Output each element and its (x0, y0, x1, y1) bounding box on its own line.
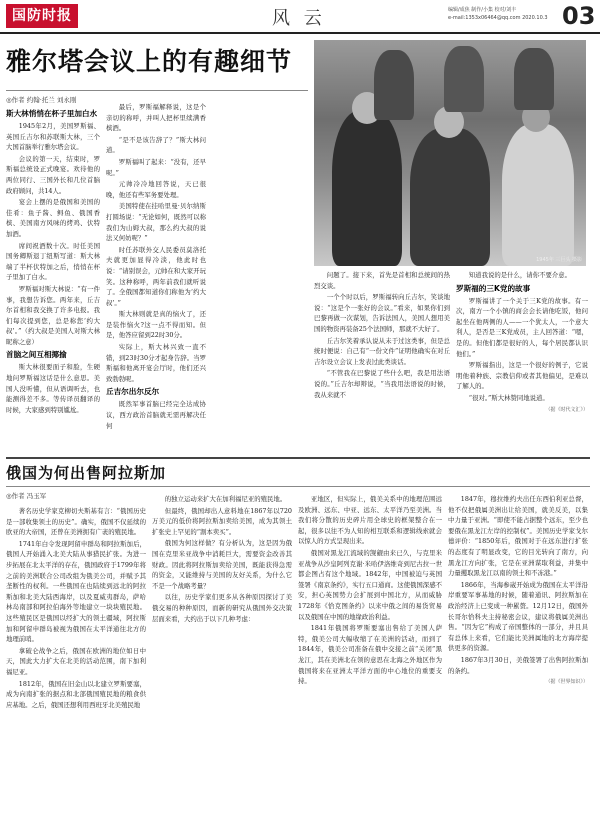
paragraph: 1741年白令发现阿留申群岛和阿拉斯加后，俄国人开始涌入北美大陆从事猎民扩张。为进一步拓展在北太平洋的存在，俄国政府于1799年将之前的美洲联合公司改组为俄美公司，并赋予其垄断性的权利。一些俄国在也陆续到远北的阿拉斯加和北美大陆西海岸，以及夏威夷群岛，萨哈林岛南部和阿拉伯海外等地建立一块块殖民地。这些殖民区是俄国以经扩大的领土疆域，阿拉斯加和阿留申群岛被视为俄国在太平洋通往北方的地理前哨。 (6, 539, 146, 644)
paragraph: “是不是该告辞了？”斯大林问道。 (106, 135, 206, 155)
paragraph: 最后，罗斯福解释说，这是个亲切的称呼，并叫人把杯里续满香槟酒。 (106, 103, 206, 133)
article1-column-4 (456, 270, 588, 458)
article2-column-3 (298, 494, 442, 822)
subheading: 斯大林悄悄在杯子里加白水 (6, 109, 98, 118)
paragraph: 实际上，斯大林兴致一直不错，到23时30分才起身告辞。当罗斯福和他离开宴会厅时，他们还兴致勃勃呢。 (106, 343, 206, 383)
paragraph: 罗斯福讲了一个关于三K党的故事。有一次，南方一个小镇的商会会长请他吃饭，他问起坐在他两侧的人——一个犹太人，一个意大利人，是否是三K党成员，主人回答道：“嗯，是的。但他们都是很好的人，每个居民都认识他们。” (456, 296, 588, 358)
article1-column-2 (106, 102, 206, 458)
figure-stalin (502, 124, 574, 266)
article1-column-1 (6, 106, 100, 458)
figure-background-officer (374, 50, 414, 120)
article2-column-1 (6, 506, 146, 822)
paragraph: 1945年2月，美国罗斯福、英国丘吉尔和苏联斯大林，三个大国首脑举行雅尔塔会议。 (6, 122, 100, 152)
paragraph: “很对。”斯大林赞同地说道。 (468, 393, 549, 402)
paragraph: 1841年俄国将罗斯要塞出售给了美国人萨特，俄美公司大幅收缩了在美洲的活动，而到了1844年，俄美公司准备在俄中交接之前“关闭”黑龙江，其在美洲北在领的意思在北海之外地区作为俄国将来在亚洲太平洋方面的中心地位的重要支持。 (298, 624, 442, 686)
yalta-conference-photo (314, 40, 586, 266)
paragraph: 俄国为何这样做？有分析认为，这是因为俄国在克里米亚战争中消耗巨大，需要资金改善其财政。因此将阿拉斯加卖给美国，既能获得急需的资金，又能维持与美国的友好关系，为什么它不是一个战略考量？ (152, 539, 292, 590)
paragraph: 1867年3月30日，美俄签署了出售阿拉斯加的条约。 (448, 655, 588, 675)
paragraph: 宴会上摆的是俄国和美国的佳肴：鱼子酱、鲟鱼、俄国香槟、美国南方风味的烤鸡、伏特加酒。 (6, 198, 100, 238)
section-title: 风 云 (272, 8, 326, 29)
headline-rule (6, 486, 590, 487)
subheading: 首脑之间互相揶揄 (6, 350, 67, 360)
article2-headline: 俄国为何出售阿拉斯加 (6, 464, 167, 482)
paragraph: 既然军事首脑已经完全达成协议，西方政治首脑就无需再解决任何 (106, 400, 206, 430)
figure-background-officer (514, 48, 554, 110)
masthead-meta (448, 6, 563, 22)
paragraph: 元帅冷冷地回答说，天已很晚，他还有些军务要处理。 (106, 180, 206, 199)
editor-line: 编辑/成焦 制作/小集 校对/刘丰 (448, 7, 517, 13)
article2-column-2 (152, 494, 292, 822)
paragraph: 席间祝酒数十次。时任美国国务卿斯退丁纽斯写道：斯大林端了半杯伏特加之后，悄悄在杯子里加了白水。 (6, 241, 100, 282)
paragraph: 以往，历史学家们更多从各种原因探讨了美俄交易的种种原因，而新的研究从俄国外交决策层面来看，大约出于以下几种考虑： (152, 593, 292, 623)
subheading: 丘吉尔出尔反尔 (106, 387, 160, 397)
paragraph: 斯大林很要面子和脸，生硬地问罗斯福这话是什么意思。美国人没听懂，但从语调听去，也能测得差不多。等传译员翻译的时候，大家感到特别尴尬。 (6, 363, 100, 414)
source-note: （据《世界知识》） (545, 679, 588, 686)
paragraph: 美国特使在挂哈里曼·贝尔纳斯打圆场说：“无论如何，既然可以称我们为山姆大叔，那么约大叔的说法又何妨呢？” (106, 202, 206, 243)
paragraph: 的独立运动来扩大在加利福尼亚的殖民地。 (164, 495, 287, 503)
paragraph: 时任苏联外交人民委员莫洛托夫就更加显得冷淡，他此时也说：“请别误会，元帅在和大家开玩笑。这种称呼，两年前我们就听说了。全俄国都知道你们称他为‘约大叔’。” (106, 245, 206, 307)
masthead (0, 0, 600, 34)
article1-headline: 雅尔塔会议上的有趣细节 (6, 47, 293, 76)
paragraph: 1847年，穆拉维约夫出任东西伯利亚总督，他不仅把俄属美洲出让给美国，就美反美，以集中力量于亚洲。“即使不能占据整个远东，至少也要俄在黑龙江左岸的控制权”。美国历史学家戈尔德评价：“1850年后，俄国对于在远东进行扩张的态度有了明显改变，它的目光转向了南方，向黑龙江方向扩张，它是在亚洲谋取利益，并集中力量攫取黑龙江以南的领土和不冻港。” (448, 495, 588, 578)
newspaper-logo: 国防时报 (6, 4, 78, 28)
article1-byline: ◎作者 约翰·托兰 刘永刚 (6, 96, 77, 104)
paragraph: 知道我说的是什么，请你不要介意。 (468, 271, 572, 279)
subheading: 罗斯福的三K党的故事 (456, 283, 531, 293)
paragraph: 著名历史学家克柳切夫斯基有言：“俄国历史是一部收集领土的历史”。确实，俄国不仅延续的欧亚的大帝国，还曾在美洲拥有广袤的殖民地。 (6, 507, 146, 537)
figure-roosevelt (410, 128, 490, 266)
source-note: （据《时代文汇》） (545, 406, 588, 413)
article2-column-4 (448, 494, 588, 822)
paragraph: 罗斯福对斯大林说：“有一件事，我想告诉您。两年来，丘吉尔首相和我交换了许多电报。我们每次提到您，总是称您‘约大叔’。”（约大叔是美国人对斯大林昵称之意） (6, 284, 100, 346)
paragraph: “不管我在巴黎说了些什么吧，我是用法语说的。”丘吉尔却辩说，“当我用法语说的时候，我从来就不 (314, 369, 450, 399)
article1-column-3 (314, 270, 450, 458)
paragraph: 丘吉尔笑着承认说从未于过这类事，但是总统时便说：自己有“一份文件”证明他确实在对丘吉尔设立会议上发表过此类谈话。 (314, 336, 450, 366)
article2-byline: ◎作者 冯玉军 (6, 492, 47, 500)
paragraph: 亚地区，但实际上，俄美关系中的地理范围远及欧洲、远东、中亚、远东、太平洋乃至美洲。当我们将分散的历史碎片用全球史的框架整合在一起，很多以往不为人知的相互联系和逻辑线索就会以惊人的方式呈现出来。 (298, 495, 442, 546)
paragraph: 俄国对黑龙江流域的觊觎由来已久，与克里米亚战争从沙皇阿列克谢·米哈伊洛维奇到尼古拉一世都企图占有这个地域。1842年，中国被迫与英国签署《南京条约》，实行五口通商。这使俄国深感不安，担心英国势力会扩展到中国北方，从而威胁1728年《恰克图条约》以来中俄之间的易货贸易以及俄国在中国的地缘政治利益。 (298, 548, 442, 621)
email-date-line: e-mail:1353x06464@qq.com 2020.10.3 (448, 15, 548, 21)
paragraph: 斯大林则就是真的恼火了，还是装作恼火?这一点不得而知。但是，他答应留到22时30分。 (106, 310, 206, 340)
paragraph: 会议的第一天，结束时，罗斯福总统设正式晚宴。欢待他的两位同行、三国外长和几位首脑政府顾问，共14人。 (6, 154, 100, 195)
section-divider (6, 457, 590, 459)
paragraph: 1812年，俄国在旧金山以北建立罗斯要塞，成为向南扩张的据点和北部俄国殖民地的粮食供应基地。之后，俄国还想利用西班牙北美殖民地 (6, 679, 146, 709)
figure-background-officer (444, 46, 484, 112)
photo-caption: 1945年 三巨头 摄影 (536, 257, 582, 263)
paragraph: 罗斯福指出，这是一个很好的例子，它说明他着种族、宗教信仰或者其他偏见，是难以了解人的。 (456, 361, 588, 391)
paragraph: 1866年，当海参崴开始成为俄国在太平洋沿岸重要军事基地的时候，随着通讯、阿拉斯加在政治经济上已变成一种累赘。12月12日，俄国外长哥尔恰科夫主持秘密会议，建议将俄属美洲出售。“因为它”构成了帝国整体的一部分，并且具有总体上来看，它们能比美洲属地的北方海岸提供更多的资源。 (448, 580, 588, 653)
figure-churchill (332, 110, 402, 266)
headline-rule (6, 90, 308, 91)
paragraph: 罗斯福叫了起来：“没有，还早呢。” (106, 157, 206, 177)
paragraph: 但最终，俄国却出人意料地在1867年以720万美元的低价将阿拉斯加卖给美国，成为其领土扩张史上罕见的“割本卖买”。 (152, 506, 292, 536)
paragraph: 拿破仑战争之后，俄国在欧洲的地位如日中天，国此大力扩大在北美的活动范围，南下加利福尼亚。 (6, 646, 146, 676)
paragraph: 问题了。接下来，首先是首相和总统间的热烈交谈。 (314, 271, 450, 290)
paragraph: 一个个时以后，罗斯福转向丘吉尔，笑谈地说：“这是个一张好的会议。”看来，如果你们到巴黎再做一次谋划，告诉法国人，美国人想用美国的物资再装备25个法国师，那就不大好了。 (314, 293, 450, 333)
article1-column-3-top (212, 102, 308, 266)
page-number: 03 (562, 2, 596, 30)
